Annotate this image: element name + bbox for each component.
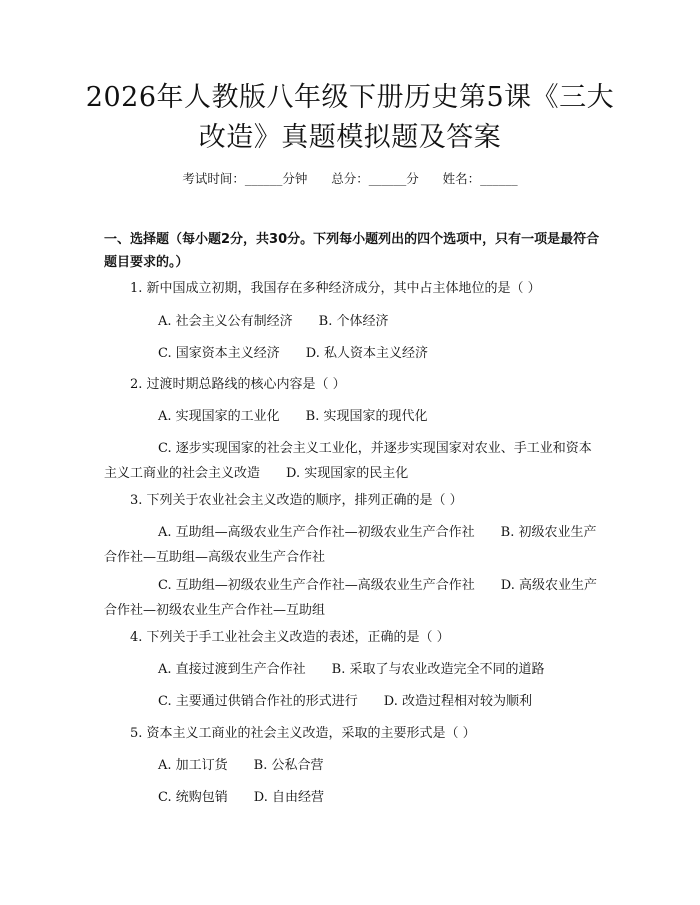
question-4-options-row-1 [158, 661, 598, 679]
question-2-option-d: D. 实现国家的民主化 [286, 466, 409, 481]
exam-info: 考试时间：______分钟 总分：______分 姓名：______ [182, 171, 518, 186]
question-4-option-c: C. 主要通过供销合作社的形式进行 [158, 694, 358, 709]
question-4-option-d: D. 改造过程相对较为顺利 [383, 694, 532, 709]
question-1-options-row-1 [158, 313, 598, 331]
question-3-option-d: D. 高级农业生产合作社—初级农业生产合作社—互助组 [104, 578, 597, 618]
question-5-options-row-1 [158, 757, 598, 775]
question-1-options-row-2 [158, 345, 598, 363]
question-1-option-b: B. 个体经济 [318, 314, 389, 329]
question-3-option-a: A. 互助组—高级农业生产合作社—初级农业生产合作社 [158, 525, 475, 540]
question-5-option-d: D. 自由经营 [253, 790, 324, 805]
title-line-2: 改造》真题模拟题及答案 [198, 122, 502, 153]
question-2-options-wrapped [104, 436, 604, 486]
question-2-option-b: B. 实现国家的现代化 [305, 409, 428, 424]
section-heading: 一、选择题（每小题2分，共30分。下列每小题列出的四个选项中，只有一项是最符合题目要求的。） [104, 232, 600, 270]
question-1-option-c: C. 国家资本主义经济 [158, 346, 280, 361]
question-2-option-a: A. 实现国家的工业化 [158, 409, 280, 424]
question-5-option-c: C. 统购包销 [158, 790, 228, 805]
question-3-option-c: C. 互助组—初级农业生产合作社—高级农业生产合作社 [158, 578, 475, 593]
question-3-option-b: B. 初级农业生产合作社—互助组—高级农业生产合作社 [104, 525, 597, 565]
question-5-option-a: A. 加工订货 [158, 758, 228, 773]
question-3-options-wrapped-1 [104, 520, 604, 570]
question-3-options-wrapped-2 [104, 573, 604, 623]
question-4-option-a: A. 直接过渡到生产合作社 [158, 662, 306, 677]
question-1-option-d: D. 私人资本主义经济 [305, 346, 428, 361]
question-2-options-row-1 [158, 408, 598, 426]
question-4-option-b: B. 采取了与农业改造完全不同的道路 [331, 662, 545, 677]
question-2-option-c: C. 逐步实现国家的社会主义工业化，并逐步实现国家对农业、手工业和资本主义工商业的社会主义改造 [104, 441, 592, 481]
question-1-stem: 1. 新中国成立初期，我国存在多种经济成分，其中占主体地位的是（ ） [130, 281, 541, 296]
question-3-stem: 3. 下列关于农业社会主义改造的顺序，排列正确的是（ ） [130, 493, 463, 508]
question-4-stem: 4. 下列关于手工业社会主义改造的表述，正确的是（ ） [130, 630, 450, 645]
question-2-stem: 2. 过渡时期总路线的核心内容是（ ） [130, 377, 346, 392]
question-1-option-a: A. 社会主义公有制经济 [158, 314, 293, 329]
title-line-1: 2026年人教版八年级下册历史第5课《三大 [85, 82, 615, 113]
question-5-option-b: B. 公私合营 [253, 758, 324, 773]
document-title [60, 78, 640, 158]
question-5-stem: 5. 资本主义工商业的社会主义改造，采取的主要形式是（ ） [130, 726, 476, 741]
question-4-options-row-2 [158, 693, 598, 711]
question-5-options-row-2 [158, 789, 598, 807]
